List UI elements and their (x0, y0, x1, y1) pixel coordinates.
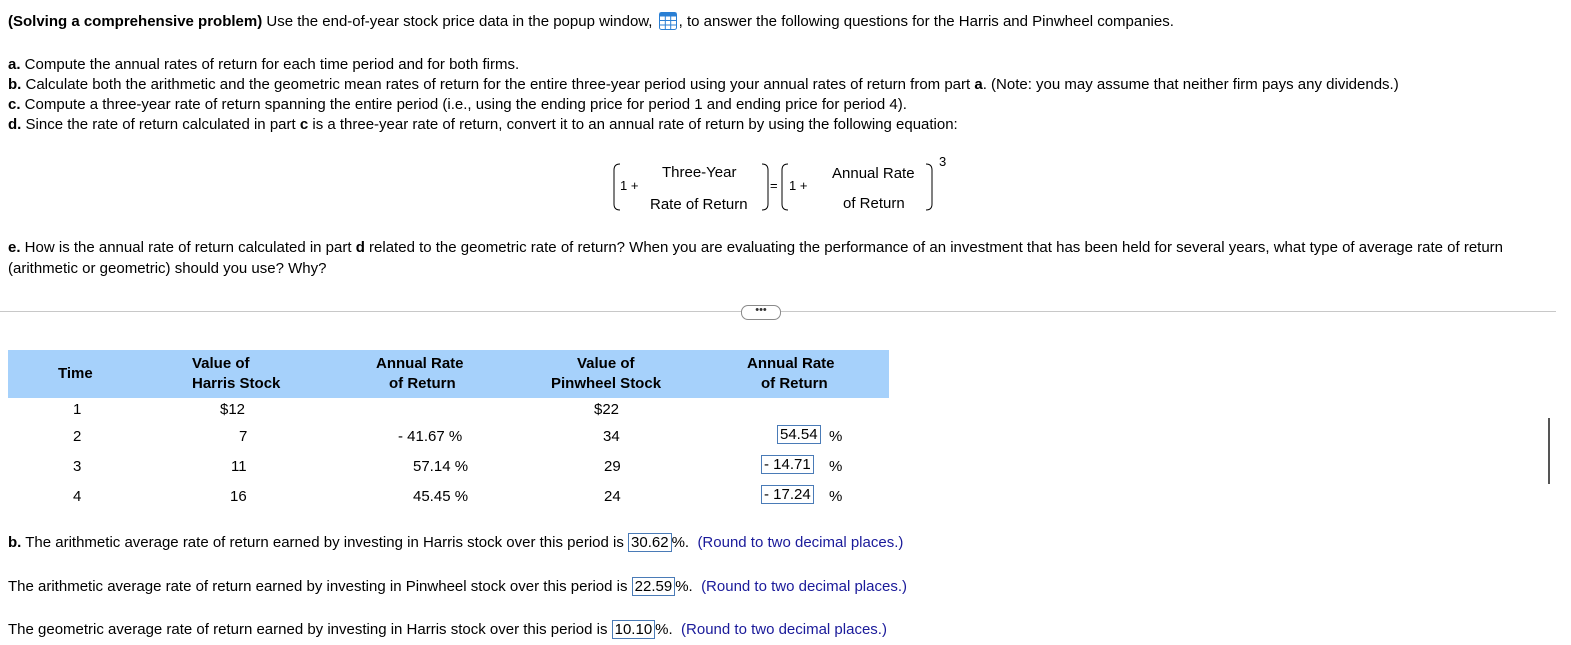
answer-text: The arithmetic average rate of return earned by investing in Harris stock over this period is (21, 534, 629, 551)
question-c (8, 96, 907, 113)
intro-text: Use the end-of-year stock price data in the popup window, (262, 13, 657, 30)
answer-text: The geometric average rate of return earned by investing in Harris stock over this period is (8, 621, 612, 638)
question-b-ref: a (974, 76, 983, 93)
answer-text: The arithmetic average rate of return earned by investing in Pinwheel stock over this period is (8, 578, 632, 595)
intro-text-end: , to answer the following questions for the Harris and Pinwheel companies. (678, 13, 1174, 30)
question-e-text: How is the annual rate of return calculated in part (20, 239, 356, 256)
question-c-text: Compute a three-year rate of return spanning the entire period (i.e., using the ending price for period 1 and ending price for period 4). (20, 96, 907, 113)
header-harris-value-line1: Value of (192, 355, 250, 372)
rounding-hint: (Round to two decimal places.) (697, 534, 904, 551)
question-a (8, 56, 519, 73)
question-e-label: e. (8, 239, 21, 256)
header-time: Time (58, 365, 93, 382)
data-table-icon[interactable] (659, 12, 677, 30)
answer-line-harris-arithmetic (8, 534, 903, 551)
equation-equals: = (770, 178, 778, 193)
rounding-hint: (Round to two decimal places.) (701, 578, 907, 595)
header-harris-rate-line2: of Return (389, 375, 456, 392)
scrollbar[interactable] (1548, 418, 1550, 484)
question-e-ref: d (355, 239, 365, 256)
question-b-text: Calculate both the arithmetic and the geometric mean rates of return for the entire three-year period using your annual rates of return from part (21, 76, 975, 93)
percent-sign: % (829, 488, 843, 505)
rounding-hint: (Round to two decimal places.) (681, 621, 887, 638)
question-b-text2: . (Note: you may assume that neither firm pays any dividends.) (982, 76, 1399, 93)
answer-suffix: %. (675, 578, 693, 595)
pinwheel-value-cell: 34 (603, 428, 620, 445)
table-header (8, 350, 889, 398)
time-cell: 4 (73, 488, 82, 505)
header-harris-value-line2: Harris Stock (192, 375, 281, 392)
question-b (8, 76, 1399, 93)
question-d-ref: c (299, 116, 309, 133)
problem-intro (8, 12, 1174, 30)
problem-label: (Solving a comprehensive problem) (8, 13, 263, 30)
harris-value-cell: 11 (231, 458, 247, 475)
answer-line-harris-geometric (8, 621, 887, 638)
percent-sign: % (829, 458, 843, 475)
header-pin-value-line2: Pinwheel Stock (551, 375, 662, 392)
annualization-equation (612, 152, 952, 222)
expand-more-button[interactable]: ••• (741, 305, 781, 320)
equation-left-one-plus: 1 + (620, 178, 639, 193)
question-a-label: a. (8, 56, 21, 73)
pinwheel-arithmetic-answer[interactable]: 22.59 (632, 577, 676, 596)
equation-right-bottom: of Return (843, 195, 905, 212)
harris-value-cell: $12 (220, 401, 246, 418)
pinwheel-rate-answer[interactable]: 54.54 (777, 425, 821, 444)
harris-rate-cell: 45.45 % (413, 488, 469, 505)
pinwheel-value-cell: 29 (604, 458, 621, 475)
answer-line-pinwheel-arithmetic (8, 578, 907, 595)
harris-value-cell: 16 (230, 488, 247, 505)
equation-exponent: 3 (939, 154, 947, 169)
answer-suffix: %. (671, 534, 690, 551)
equation-left-top: Three-Year (662, 164, 737, 181)
question-c-label: c. (8, 96, 21, 113)
question-d-label: d. (8, 116, 22, 133)
harris-rate-cell: 57.14 % (413, 458, 469, 475)
question-d-text: Since the rate of return calculated in part (21, 116, 300, 133)
pinwheel-rate-answer[interactable]: - 17.24 (761, 485, 814, 504)
harris-rate-cell: - 41.67 % (398, 428, 463, 445)
time-cell: 1 (73, 401, 82, 418)
equation-right-one-plus: 1 + (789, 178, 808, 193)
harris-arithmetic-answer[interactable]: 30.62 (628, 533, 672, 552)
part-b-label: b. (8, 534, 22, 551)
time-cell: 2 (73, 428, 82, 445)
answer-suffix: %. (655, 621, 673, 638)
harris-geometric-answer[interactable]: 10.10 (612, 620, 656, 639)
pinwheel-value-cell: 24 (604, 488, 621, 505)
question-a-text: Compute the annual rates of return for each time period and for both firms. (20, 56, 520, 73)
header-harris-rate-line1: Annual Rate (376, 355, 464, 372)
question-b-label: b. (8, 76, 22, 93)
header-pin-rate-line2: of Return (761, 375, 828, 392)
equation-right-top: Annual Rate (832, 165, 915, 182)
pinwheel-value-cell: $22 (594, 401, 620, 418)
equation-left-bottom: Rate of Return (650, 196, 748, 213)
question-e (8, 237, 1548, 279)
question-e-text2: related to the geometric rate of return? When you are evaluating the performance of an investment that has been held for several years, what type of average rate of return (arithmetic or geometric) should you use? Why? (8, 239, 1504, 277)
pinwheel-rate-answer[interactable]: - 14.71 (761, 455, 814, 474)
time-cell: 3 (73, 458, 82, 475)
percent-sign: % (829, 428, 843, 445)
harris-value-cell: 7 (239, 428, 248, 445)
header-pin-rate-line1: Annual Rate (747, 355, 835, 372)
question-d (8, 116, 958, 133)
header-pin-value-line1: Value of (577, 355, 635, 372)
question-d-text2: is a three-year rate of return, convert it to an annual rate of return by using the following equation: (308, 116, 958, 133)
